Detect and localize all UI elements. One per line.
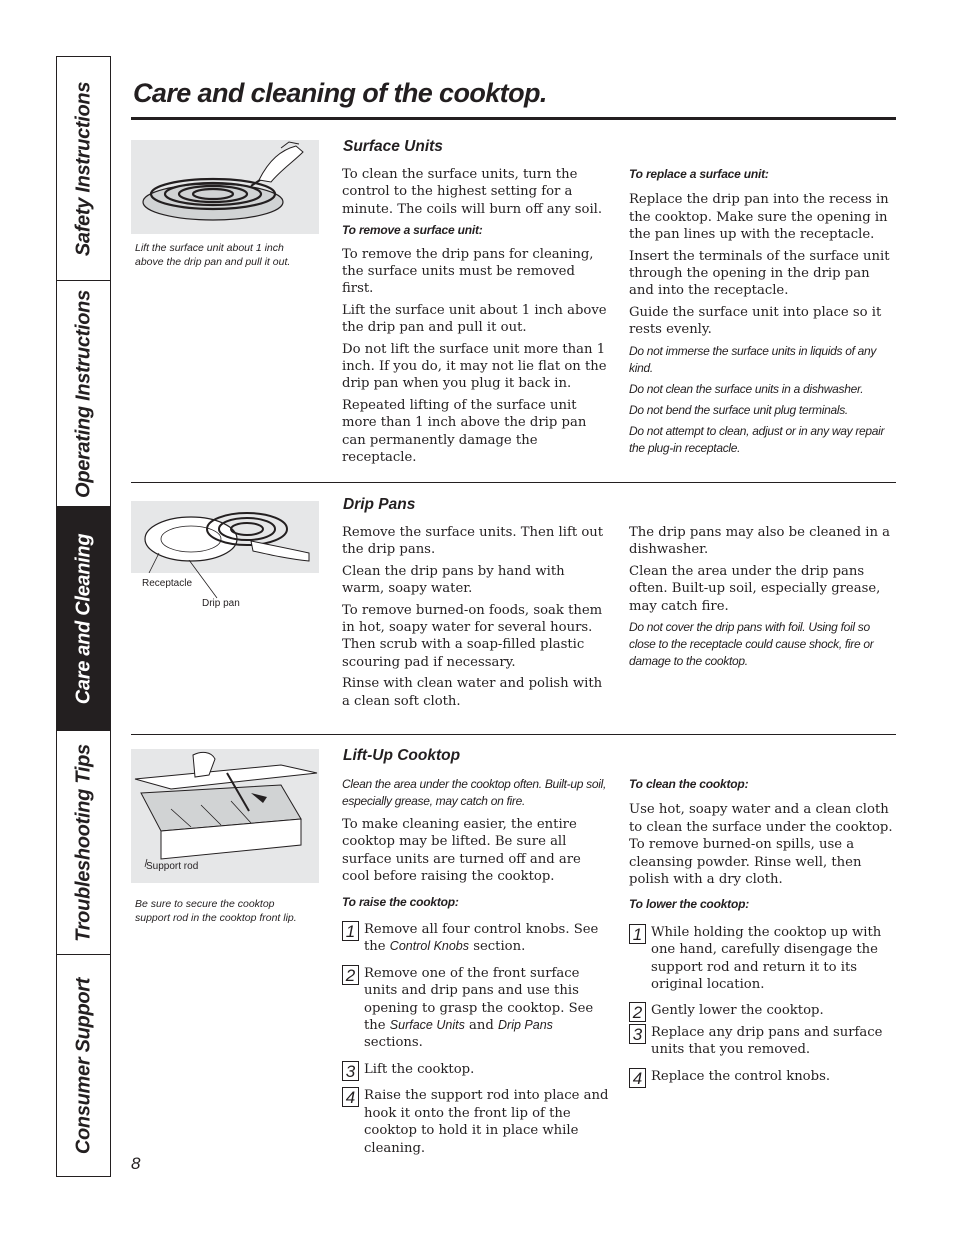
clean-cooktop-heading: To clean the cooktop: bbox=[629, 777, 749, 791]
step-text: sections. bbox=[364, 1035, 423, 1051]
paragraph: Repeated lifting of the surface unit more than 1 inch above the drip pan can permanently damage the receptacle. bbox=[342, 397, 587, 466]
receptacle-label: Receptacle bbox=[142, 578, 193, 589]
surface-units-heading: Surface Units bbox=[343, 138, 443, 155]
tab-care-and-cleaning[interactable] bbox=[57, 507, 110, 731]
raise-step bbox=[342, 1087, 610, 1157]
surface-units-left-column bbox=[342, 166, 608, 471]
step-text: and bbox=[464, 1018, 499, 1034]
step-number: 4 bbox=[342, 1087, 359, 1107]
tab-label: Troubleshooting Tips bbox=[72, 743, 94, 942]
step-link-text: Surface Units bbox=[389, 1018, 465, 1033]
step-text: Remove all four control knobs. See the bbox=[364, 922, 599, 955]
step-number: 2 bbox=[629, 1002, 646, 1022]
step-link-text: Control Knobs bbox=[389, 939, 470, 954]
replace-surface-unit-heading: To replace a surface unit: bbox=[629, 167, 769, 181]
paragraph: Replace the drip pan into the recess in the cooktop. Make sure the opening in the pan lines up with the receptacle. bbox=[629, 192, 889, 243]
lower-step bbox=[629, 1068, 897, 1088]
step-text: While holding the cooktop up with one hand, carefully disengage the support rod and return it to its original location. bbox=[651, 924, 882, 993]
tab-label: Care and Cleaning bbox=[72, 533, 94, 704]
step-text: Raise the support rod into place and hook it onto the front lip of the cooktop to hold it in place while cleaning. bbox=[364, 1088, 609, 1156]
step-number: 3 bbox=[629, 1024, 646, 1044]
lower-step bbox=[629, 924, 897, 994]
paragraph: Do not lift the surface unit more than 1 inch. If you do, it may not lie flat on the drip pan when you plug it back in. bbox=[342, 341, 607, 392]
coil-lift-image bbox=[131, 140, 319, 234]
paragraph: Clean the area under the drip pans often. Built-up soil, especially grease, may catch fire. bbox=[629, 563, 881, 614]
warning-note: Do not attempt to clean, adjust or in any way repair the plug-in receptacle. bbox=[629, 423, 885, 455]
surface-units-right-column bbox=[629, 166, 897, 461]
tab-label: Operating Instructions bbox=[72, 289, 94, 498]
step-text: Replace the control knobs. bbox=[651, 1068, 831, 1084]
tab-label: Safety Instructions bbox=[72, 81, 94, 256]
paragraph: The drip pans may also be cleaned in a dishwasher. bbox=[629, 525, 891, 558]
tab-operating-instructions[interactable] bbox=[57, 281, 110, 507]
surface-unit-caption: Lift the surface unit about 1 inch above the drip pan and pull it out. bbox=[135, 242, 291, 268]
step-number: 1 bbox=[629, 924, 646, 944]
step-number: 1 bbox=[342, 921, 359, 941]
step-number: 3 bbox=[342, 1061, 359, 1081]
section-divider bbox=[131, 482, 896, 483]
warning-note: Do not clean the surface units in a dishwasher. bbox=[629, 381, 864, 396]
lift-up-left-column bbox=[342, 776, 610, 1165]
warning-note: Clean the area under the cooktop often. Built-up soil, especially grease, may catch on fire. bbox=[342, 777, 606, 808]
step-number: 4 bbox=[629, 1068, 646, 1088]
paragraph: Insert the terminals of the surface unit through the opening in the drip pan and into the receptacle. bbox=[629, 248, 890, 299]
lift-up-caption: Be sure to secure the cooktop support rod in the cooktop front lip. bbox=[135, 898, 297, 924]
lower-step bbox=[629, 1002, 897, 1023]
support-rod-label: Support rod bbox=[146, 861, 199, 872]
drip-pans-left-column bbox=[342, 524, 608, 714]
tab-safety-instructions[interactable] bbox=[57, 57, 110, 281]
step-text: Gently lower the cooktop. bbox=[651, 1003, 824, 1019]
paragraph: Clean the drip pans by hand with warm, soapy water. bbox=[342, 563, 565, 597]
raise-step bbox=[342, 921, 610, 956]
paragraph: To remove the drip pans for cleaning, the surface units must be removed first. bbox=[342, 246, 594, 297]
step-text: Remove one of the front surface units and drip pans and use this opening to grasp the cooktop. See the bbox=[364, 965, 594, 1034]
lift-up-right-column bbox=[629, 776, 897, 1093]
tab-troubleshooting-tips[interactable] bbox=[57, 731, 110, 955]
drip-pans-heading: Drip Pans bbox=[343, 496, 416, 513]
paragraph: To remove burned-on foods, soak them in hot, soapy water for several hours. Then scrub with a soap-filled plastic scouring pad if necessary. bbox=[342, 602, 603, 670]
step-text: Replace any drip pans and surface units that you removed. bbox=[651, 1024, 883, 1058]
raise-cooktop-heading: To raise the cooktop: bbox=[342, 894, 459, 909]
tab-consumer-support[interactable] bbox=[57, 955, 110, 1176]
tab-label: Consumer Support bbox=[72, 977, 94, 1154]
raise-step bbox=[342, 1061, 610, 1081]
remove-surface-unit-heading: To remove a surface unit: bbox=[342, 223, 483, 238]
surface-unit-illustration bbox=[131, 140, 319, 234]
page-title: Care and cleaning of the cooktop. bbox=[133, 78, 547, 108]
lower-step bbox=[629, 1024, 897, 1059]
paragraph: Guide the surface unit into place so it rests evenly. bbox=[629, 304, 882, 338]
step-link-text: Drip Pans bbox=[498, 1018, 553, 1033]
paragraph: Use hot, soapy water and a clean cloth to clean the surface under the cooktop. To remove burned-on spills, use a cleansing powder. Rinse well, then polish with a dry cloth. bbox=[629, 802, 893, 888]
paragraph: Rinse with clean water and polish with a clean soft cloth. bbox=[342, 676, 603, 709]
drip-pans-right-column bbox=[629, 524, 897, 674]
paragraph: Lift the surface unit about 1 inch above the drip pan and pull it out. bbox=[342, 302, 607, 336]
warning-note: Do not cover the drip pans with foil. Using foil so close to the receptacle could cause shock, fire or damage to the cooktop. bbox=[629, 620, 874, 669]
lift-up-cooktop-heading: Lift-Up Cooktop bbox=[343, 747, 461, 764]
paragraph: Remove the surface units. Then lift out the drip pans. bbox=[342, 525, 604, 558]
lower-cooktop-heading: To lower the cooktop: bbox=[629, 897, 750, 912]
drip-pan-label: Drip pan bbox=[202, 598, 240, 609]
page-number: 8 bbox=[131, 1154, 141, 1173]
title-rule bbox=[131, 117, 896, 120]
raise-step bbox=[342, 965, 610, 1052]
section-divider bbox=[131, 734, 896, 735]
step-text: section. bbox=[469, 939, 526, 955]
paragraph: To make cleaning easier, the entire cooktop may be lifted. Be sure all surface units are turned off and are cool before raising the cooktop. bbox=[342, 817, 581, 885]
step-number: 2 bbox=[342, 965, 359, 985]
surface-units-intro: To clean the surface units, turn the control to the highest setting for a minute. The coils will burn off any soil. bbox=[342, 167, 603, 217]
warning-note: Do not immerse the surface units in liquids of any kind. bbox=[629, 343, 877, 375]
section-tabs bbox=[56, 56, 111, 1177]
warning-note: Do not bend the surface unit plug terminals. bbox=[629, 402, 848, 417]
step-text: Lift the cooktop. bbox=[364, 1061, 475, 1077]
